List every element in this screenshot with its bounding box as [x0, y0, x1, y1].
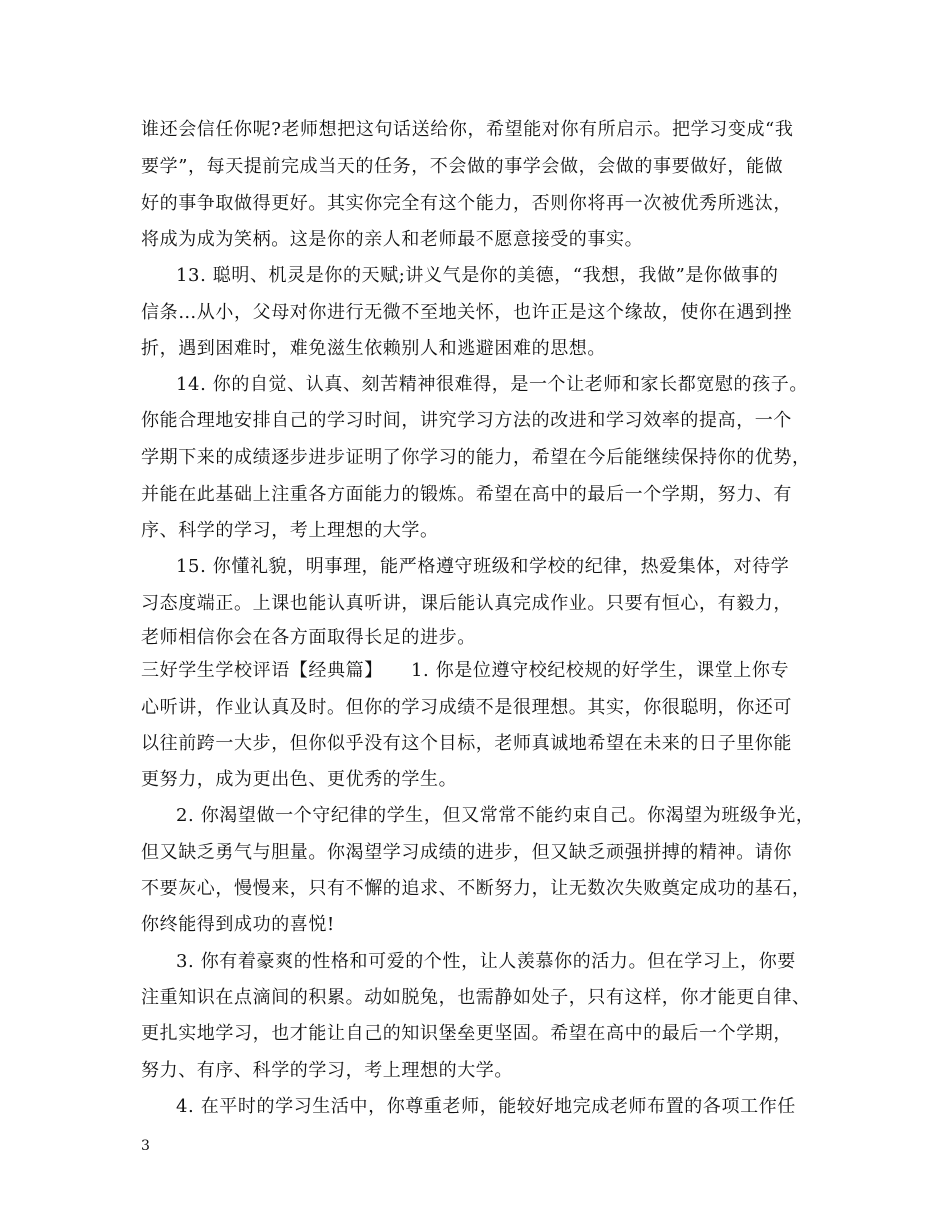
text-line: 要学”，每天提前完成当天的任务，不会做的事学会做，会做的事要做好，能做 [141, 156, 784, 177]
text-line: 更扎实地学习，也才能让自己的知识堡垒更坚固。希望在高中的最后一个学期， [141, 1023, 792, 1044]
text-line: 13. 聪明、机灵是你的天赋;讲义气是你的美德，“我想，我做”是你做事的 [176, 265, 779, 286]
text-line: 注重知识在点滴间的积累。动如脱兔，也需静如处子，只有这样，你才能更自律、 [141, 987, 811, 1008]
text-line: 将成为成为笑柄。这是你的亲人和老师最不愿意接受的事实。 [141, 229, 644, 250]
text-line: 但又缺乏勇气与胆量。你渴望学习成绩的进步，但又缺乏顽强拼搏的精神。请你 [141, 842, 792, 863]
text-line: 并能在此基础上注重各方面能力的锻炼。希望在高中的最后一个学期，努力、有 [141, 484, 792, 505]
text-line: 14. 你的自觉、认真、刻苦精神很难得，是一个让老师和家长都宽慰的孩子。 [176, 374, 808, 395]
text-line: 努力、有序、科学的学习，考上理想的大学。 [141, 1060, 513, 1081]
text-line: 老师相信你会在各方面取得长足的进步。 [141, 627, 476, 648]
text-line: 谁还会信任你呢?老师想把这句话送给你，希望能对你有所启示。把学习变成“我 [141, 119, 794, 140]
text-line: 你终能得到成功的喜悦! [141, 914, 335, 935]
text-line: 不要灰心，慢慢来，只有不懈的追求、不断努力，让无数次失败奠定成功的基石， [141, 878, 811, 899]
text-line: 序、科学的学习，考上理想的大学。 [141, 520, 439, 541]
text-line: 习态度端正。上课也能认真听讲，课后能认真完成作业。只要有恒心，有毅力， [141, 593, 792, 614]
text-line: 三好学生学校评语【经典篇】 1. 你是位遵守校纪校规的好学生，课堂上你专 [141, 660, 790, 681]
text-line: 2. 你渴望做一个守纪律的学生，但又常常不能约束自己。你渴望为班级争光， [176, 805, 815, 826]
text-line: 15. 你懂礼貌，明事理，能严格遵守班级和学校的纪律，热爱集体，对待学 [176, 556, 790, 577]
text-line: 以往前跨一大步，但你似乎没有这个目标，老师真诚地希望在未来的日子里你能 [141, 733, 792, 754]
text-line: 3. 你有着豪爽的性格和可爱的个性，让人羡慕你的活力。但在学习上，你要 [176, 951, 796, 972]
text-line: 心听讲，作业认真及时。但你的学习成绩不是很理想。其实，你很聪明，你还可 [141, 697, 792, 718]
text-line: 学期下来的成绩逐步进步证明了你学习的能力，希望在今后能继续保持你的优势， [141, 447, 811, 468]
text-line: 更努力，成为更出色、更优秀的学生。 [141, 769, 458, 790]
text-line: 信条…从小，父母对你进行无微不至地关怀，也许正是这个缘故，使你在遇到挫 [141, 302, 792, 323]
text-line: 折，遇到困难时，难免滋生依赖别人和逃避困难的思想。 [141, 338, 606, 359]
page-number: 3 [141, 1138, 150, 1154]
text-line: 你能合理地安排自己的学习时间，讲究学习方法的改进和学习效率的提高，一个 [141, 410, 792, 431]
text-line: 4. 在平时的学习生活中，你尊重老师，能较好地完成老师布置的各项工作任 [176, 1096, 796, 1117]
text-line: 好的事争取做得更好。其实你完全有这个能力，否则你将再一次被优秀所逃汰， [141, 193, 792, 214]
